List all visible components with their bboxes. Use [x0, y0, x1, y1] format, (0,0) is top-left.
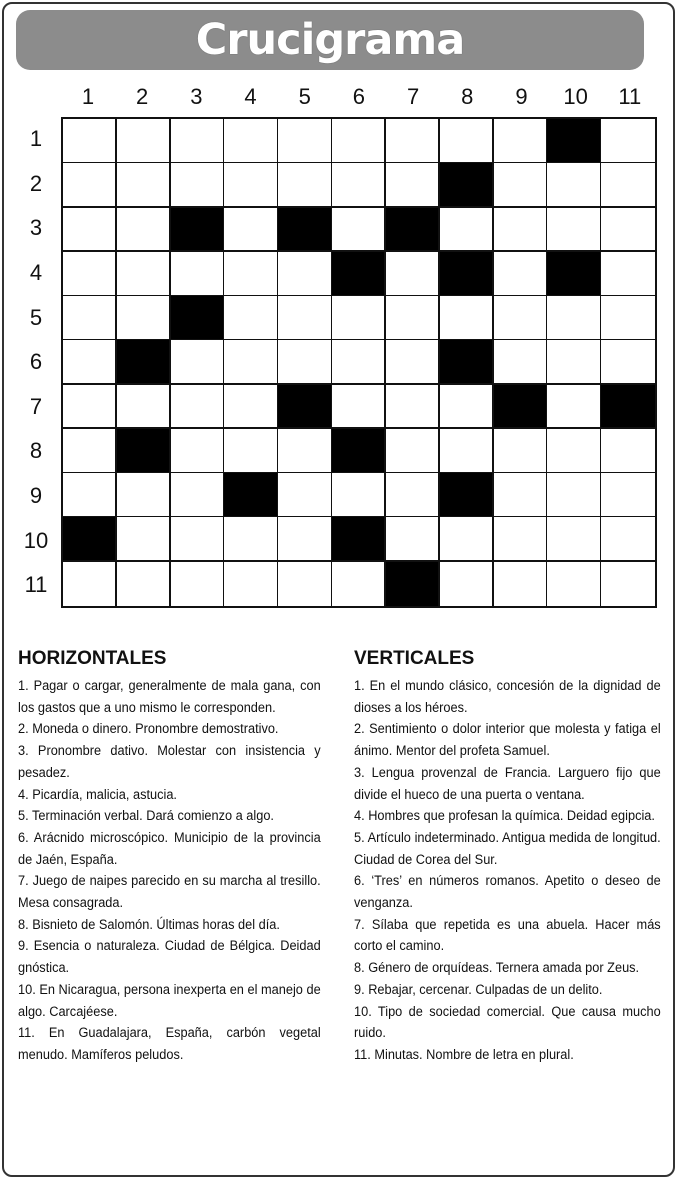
- grid-cell[interactable]: [440, 429, 494, 474]
- black-cell: [440, 163, 494, 208]
- column-number: 4: [244, 84, 257, 109]
- grid-cell[interactable]: [224, 163, 278, 208]
- grid-cell[interactable]: [224, 429, 278, 474]
- grid-cell[interactable]: [171, 340, 225, 385]
- grid-cell[interactable]: [224, 562, 278, 606]
- grid-cell[interactable]: [386, 296, 440, 341]
- verticales-clue: 2. Sentimiento o dolor interior que molesta y fatiga el ánimo. Mentor del profeta Samuel.: [354, 721, 661, 760]
- grid-cell[interactable]: [63, 252, 117, 297]
- verticales-clue: 3. Lengua provenzal de Francia. Larguero fijo que divide el hueco de una puerta o ventana.: [354, 764, 661, 803]
- grid-cell[interactable]: [224, 385, 278, 430]
- grid-cell[interactable]: [332, 340, 386, 385]
- black-cell: [117, 340, 171, 385]
- column-number: 2: [136, 84, 149, 109]
- black-cell: [278, 208, 332, 253]
- row-number: 5: [29, 304, 43, 330]
- column-number: 6: [352, 84, 366, 109]
- grid-cell[interactable]: [494, 252, 548, 297]
- grid-cell[interactable]: [117, 208, 171, 253]
- grid-cell[interactable]: [601, 252, 655, 297]
- grid-cell[interactable]: [63, 429, 117, 474]
- column-number: 3: [190, 84, 203, 109]
- grid-cell[interactable]: [63, 385, 117, 430]
- black-cell: [494, 385, 548, 430]
- grid-cell[interactable]: [278, 340, 332, 385]
- grid-cell[interactable]: [278, 517, 332, 562]
- grid-cell[interactable]: [332, 473, 386, 518]
- grid-cell[interactable]: [117, 562, 171, 606]
- title-banner: [16, 10, 644, 70]
- grid-cell[interactable]: [547, 385, 601, 430]
- grid-cell[interactable]: [332, 208, 386, 253]
- horizontales-clue: 1. Pagar o cargar, generalmente de mala gana, con los gastos que a uno mismo le corresponden.: [18, 678, 321, 716]
- verticales-clue: 5. Artículo indeterminado. Antigua medida de longitud. Ciudad de Corea del Sur.: [354, 829, 661, 868]
- row-number: 8: [29, 438, 43, 464]
- grid-cell[interactable]: [278, 562, 332, 606]
- horizontales-clue: 6. Arácnido microscópico. Municipio de la provincia de Jaén, España.: [18, 829, 321, 868]
- grid-cell[interactable]: [601, 208, 655, 253]
- grid-cell[interactable]: [278, 429, 332, 474]
- grid-cell[interactable]: [547, 473, 601, 518]
- grid-cell[interactable]: [601, 517, 655, 562]
- grid-cell[interactable]: [547, 163, 601, 208]
- column-number: 5: [298, 84, 311, 109]
- black-cell: [386, 208, 440, 253]
- grid-cell[interactable]: [278, 252, 332, 297]
- grid-cell[interactable]: [117, 163, 171, 208]
- grid-cell[interactable]: [440, 562, 494, 606]
- grid-cell[interactable]: [386, 119, 440, 164]
- grid-cell[interactable]: [171, 163, 225, 208]
- grid-cell[interactable]: [547, 562, 601, 606]
- row-number: 7: [29, 393, 43, 419]
- grid-cell[interactable]: [63, 208, 117, 253]
- black-cell: [171, 296, 225, 341]
- black-cell: [171, 208, 225, 253]
- verticales-section: [354, 648, 661, 1067]
- grid-cell[interactable]: [224, 517, 278, 562]
- black-cell: [440, 340, 494, 385]
- horizontales-heading: HORIZONTALES: [18, 648, 167, 669]
- grid-cell[interactable]: [224, 340, 278, 385]
- verticales-clue: 6. ‘Tres’ en números romanos. Apetito o deseo de venganza.: [354, 873, 661, 912]
- grid-cell[interactable]: [386, 429, 440, 474]
- grid-cell[interactable]: [63, 119, 117, 164]
- horizontales-clue: 11. En Guadalajara, España, carbón vegetal menudo. Mamíferos peludos.: [18, 1025, 321, 1063]
- grid-cell[interactable]: [171, 385, 225, 430]
- black-cell: [601, 385, 655, 430]
- grid-cell[interactable]: [547, 296, 601, 341]
- grid-cell[interactable]: [63, 296, 117, 341]
- black-cell: [224, 473, 278, 518]
- black-cell: [440, 252, 494, 297]
- column-number: 7: [406, 84, 420, 109]
- grid-cell[interactable]: [332, 562, 386, 606]
- grid-cell[interactable]: [386, 517, 440, 562]
- grid-cell[interactable]: [224, 252, 278, 297]
- grid-cell[interactable]: [440, 119, 494, 164]
- grid-cell[interactable]: [224, 119, 278, 164]
- horizontales-clue: 9. Esencia o naturaleza. Ciudad de Bélgica. Deidad gnóstica.: [18, 938, 321, 977]
- verticales-clue: 10. Tipo de sociedad comercial. Que causa mucho ruido.: [354, 1003, 661, 1042]
- grid-cell[interactable]: [332, 119, 386, 164]
- horizontales-clue: 8. Bisnieto de Salomón. Últimas horas del día.: [18, 916, 280, 933]
- verticales-clue: 8. Género de orquídeas. Ternera amada por Zeus.: [354, 960, 640, 977]
- grid-cell[interactable]: [117, 252, 171, 297]
- row-number: 11: [24, 572, 48, 598]
- grid-cell[interactable]: [117, 473, 171, 518]
- column-number: 11: [618, 84, 642, 109]
- horizontales-list: [18, 676, 321, 1067]
- grid-cell[interactable]: [386, 340, 440, 385]
- black-cell: [547, 119, 601, 164]
- grid-cell[interactable]: [601, 429, 655, 474]
- black-cell: [440, 473, 494, 518]
- black-cell: [63, 517, 117, 562]
- grid-cell[interactable]: [601, 119, 655, 164]
- black-cell: [547, 252, 601, 297]
- row-number: 2: [29, 170, 43, 196]
- verticales-clue: 9. Rebajar, cercenar. Culpadas de un delito.: [354, 981, 603, 998]
- grid-cell[interactable]: [547, 208, 601, 253]
- grid-cell[interactable]: [601, 163, 655, 208]
- horizontales-clue: 3. Pronombre dativo. Molestar con insistencia y pesadez.: [18, 743, 321, 781]
- grid-cell[interactable]: [332, 296, 386, 341]
- grid-cell[interactable]: [386, 163, 440, 208]
- grid-cell[interactable]: [547, 517, 601, 562]
- grid-cell[interactable]: [332, 163, 386, 208]
- grid-cell[interactable]: [63, 562, 117, 606]
- verticales-clue: 7. Sílaba que repetida es una abuela. Hacer más corto el camino.: [354, 916, 661, 955]
- grid-cell[interactable]: [63, 340, 117, 385]
- verticales-clue: 4. Hombres que profesan la química. Deidad egipcia.: [354, 808, 655, 825]
- horizontales-clue: 5. Terminación verbal. Dará comienzo a algo.: [18, 808, 274, 825]
- page-title: Crucigrama: [195, 15, 465, 65]
- black-cell: [117, 429, 171, 474]
- grid-cell[interactable]: [386, 252, 440, 297]
- grid-cell[interactable]: [494, 208, 548, 253]
- grid-cell[interactable]: [601, 340, 655, 385]
- grid-cell[interactable]: [494, 340, 548, 385]
- grid-cell[interactable]: [63, 163, 117, 208]
- black-cell: [386, 562, 440, 606]
- grid-cell[interactable]: [494, 473, 548, 518]
- row-number: 6: [29, 349, 43, 375]
- grid-cell[interactable]: [171, 429, 225, 474]
- grid-cell[interactable]: [224, 208, 278, 253]
- grid-cell[interactable]: [494, 429, 548, 474]
- grid-cell[interactable]: [171, 119, 225, 164]
- black-cell: [332, 429, 386, 474]
- horizontales-clue: 4. Picardía, malicia, astucia.: [18, 786, 177, 803]
- column-number: 10: [563, 84, 588, 109]
- grid-cell[interactable]: [601, 562, 655, 606]
- grid-cell[interactable]: [547, 429, 601, 474]
- grid-cell[interactable]: [386, 385, 440, 430]
- horizontales-clue: 10. En Nicaragua, persona inexperta en el manejo de algo. Carcajéese.: [18, 981, 321, 1020]
- row-number: 4: [29, 259, 43, 285]
- grid-cell[interactable]: [386, 473, 440, 518]
- black-cell: [332, 517, 386, 562]
- grid-cell[interactable]: [332, 385, 386, 430]
- column-number: 8: [461, 84, 474, 109]
- grid-cell[interactable]: [278, 163, 332, 208]
- grid-cell[interactable]: [171, 562, 225, 606]
- grid-cell[interactable]: [440, 517, 494, 562]
- grid-cell[interactable]: [278, 473, 332, 518]
- grid-cell[interactable]: [440, 296, 494, 341]
- grid-cell[interactable]: [494, 296, 548, 341]
- verticales-heading: VERTICALES: [354, 648, 475, 669]
- grid-cell[interactable]: [494, 517, 548, 562]
- horizontales-clue: 7. Juego de naipes parecido en su marcha al tresillo. Mesa consagrada.: [18, 873, 321, 912]
- grid-cell[interactable]: [601, 473, 655, 518]
- verticales-list: [354, 676, 661, 1067]
- grid-cell[interactable]: [440, 385, 494, 430]
- row-number: 1: [29, 126, 43, 151]
- crossword-grid: [61, 117, 657, 608]
- grid-cell[interactable]: [440, 208, 494, 253]
- grid-cell[interactable]: [494, 562, 548, 606]
- verticales-clue: 1. En el mundo clásico, concesión de la dignidad de dioses a los héroes.: [354, 678, 661, 716]
- verticales-clue: 11. Minutas. Nombre de letra en plural.: [354, 1046, 574, 1063]
- horizontales-section: [18, 648, 321, 1067]
- row-number: 10: [23, 527, 49, 553]
- grid-cell[interactable]: [171, 473, 225, 518]
- grid-cell[interactable]: [224, 296, 278, 341]
- horizontales-clue: 2. Moneda o dinero. Pronombre demostrativo.: [18, 721, 279, 738]
- grid-cell[interactable]: [494, 163, 548, 208]
- row-number: 9: [29, 483, 43, 509]
- grid-cell[interactable]: [547, 340, 601, 385]
- black-cell: [332, 252, 386, 297]
- grid-cell[interactable]: [117, 119, 171, 164]
- grid-cell[interactable]: [63, 473, 117, 518]
- row-number: 3: [29, 215, 43, 241]
- grid-cell[interactable]: [117, 385, 171, 430]
- grid-cell[interactable]: [171, 252, 225, 297]
- grid-cell[interactable]: [494, 119, 548, 164]
- grid-cell[interactable]: [601, 296, 655, 341]
- column-number: 9: [515, 84, 528, 109]
- grid-cell[interactable]: [278, 119, 332, 164]
- grid-cell[interactable]: [278, 296, 332, 341]
- grid-cell[interactable]: [171, 517, 225, 562]
- grid-cell[interactable]: [117, 517, 171, 562]
- grid-cell[interactable]: [117, 296, 171, 341]
- black-cell: [278, 385, 332, 430]
- column-number: 1: [81, 84, 95, 109]
